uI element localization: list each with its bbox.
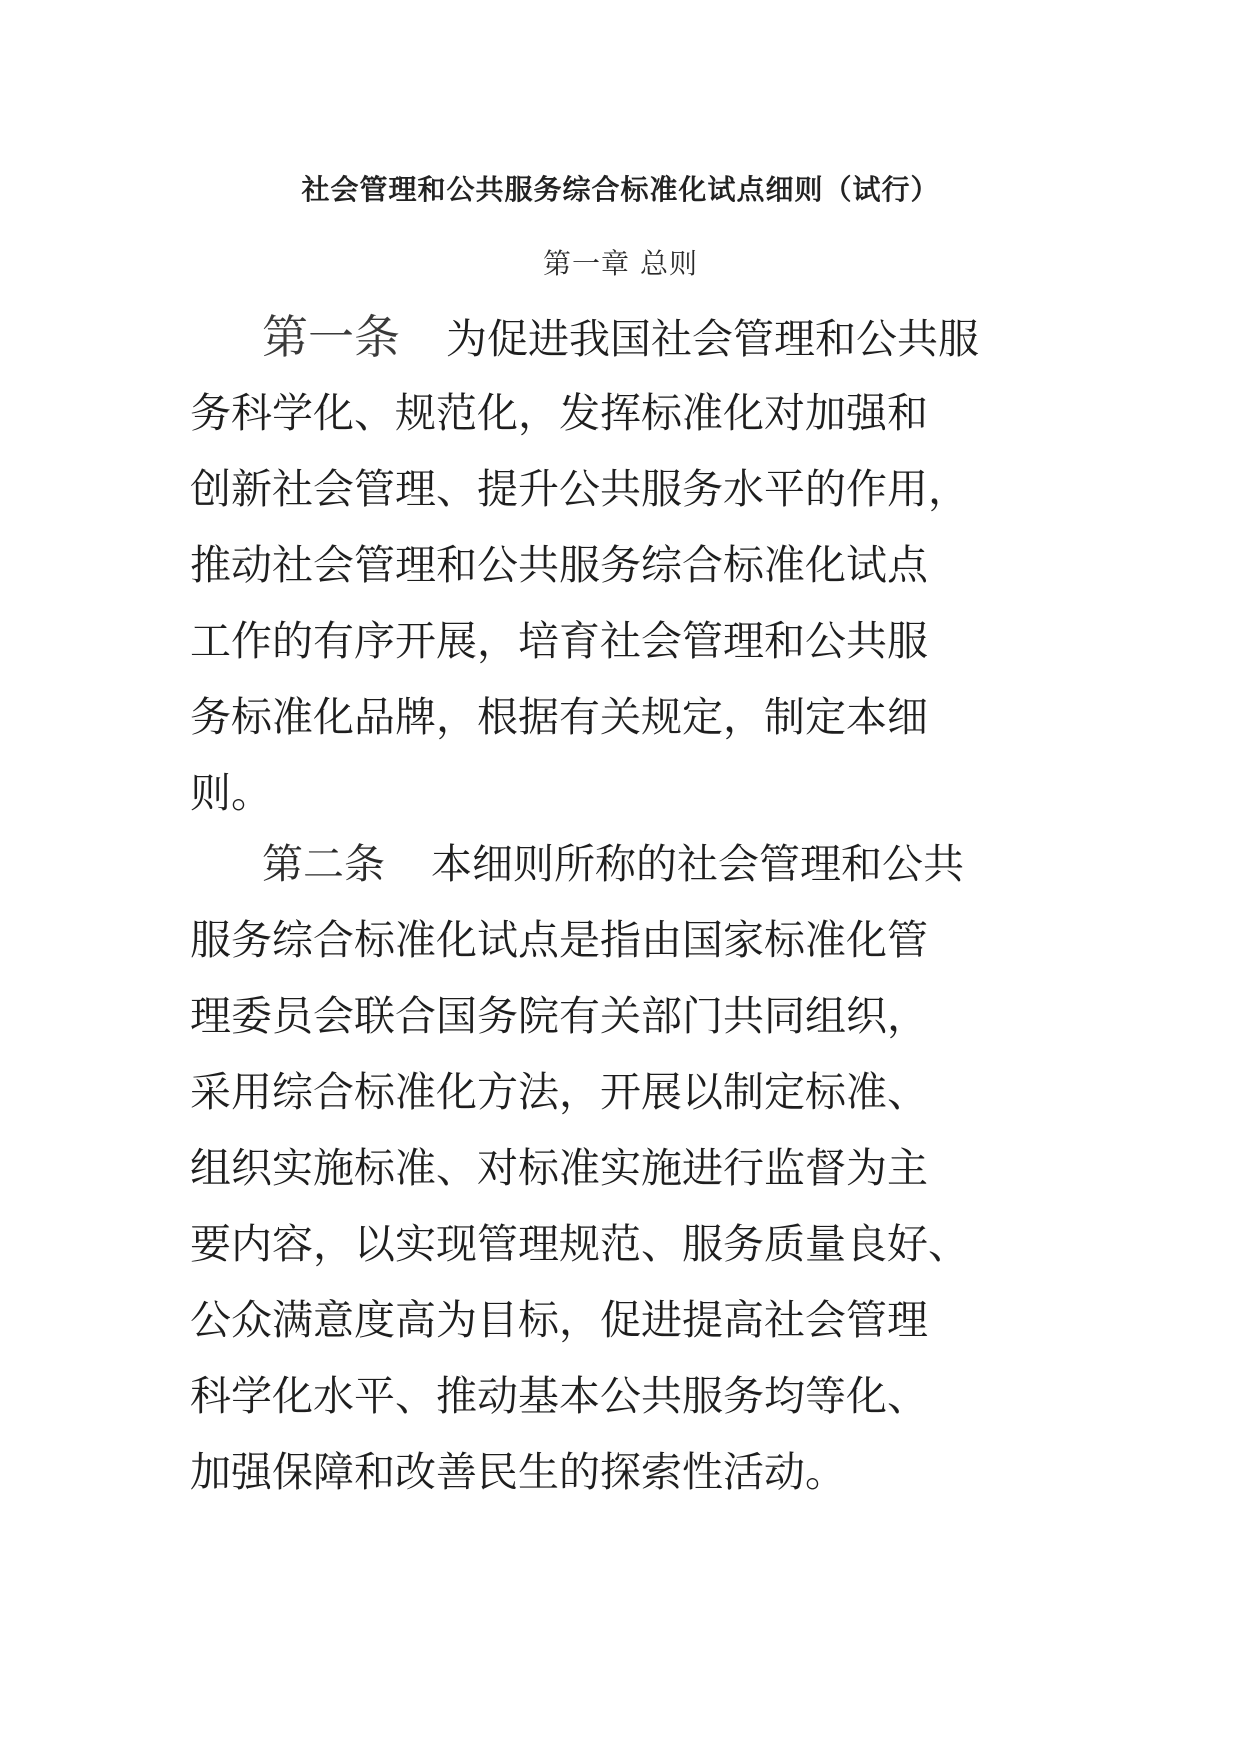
- article-line: 组织实施标准、对标准实施进行监督为主: [190, 1144, 928, 1192]
- article-text: 本细则所称的社会管理和公共: [431, 840, 964, 888]
- article-line: [190, 299, 1090, 375]
- article-line: 务标准化品牌，根据有关规定，制定本细: [190, 693, 928, 741]
- article-line: 务科学化、规范化，发挥标准化对加强和: [190, 389, 928, 437]
- article-line: 则。: [190, 769, 272, 817]
- article-line: 创新社会管理、提升公共服务水平的作用，: [190, 465, 969, 513]
- article-line: 推动社会管理和公共服务综合标准化试点: [190, 541, 928, 589]
- article-1: [190, 299, 1090, 831]
- article-line: 科学化水平、推动基本公共服务均等化、: [190, 1372, 928, 1420]
- article-line: 采用综合标准化方法，开展以制定标准、: [190, 1068, 928, 1116]
- article-line: 加强保障和改善民生的探索性活动。: [190, 1448, 846, 1496]
- article-line: 要内容，以实现管理规范、服务质量良好、: [190, 1220, 969, 1268]
- article-line: 工作的有序开展，培育社会管理和公共服: [190, 617, 928, 665]
- document-title: 社会管理和公共服务综合标准化试点细则（试行）: [301, 173, 940, 206]
- article-text: 为促进我国社会管理和公共服: [446, 315, 979, 363]
- chapter-heading: 第一章 总则: [543, 247, 698, 280]
- article-2: [190, 826, 1090, 1510]
- article-line: 理委员会联合国务院有关部门共同组织，: [190, 992, 928, 1040]
- article-number: 第一条: [262, 310, 400, 364]
- article-line: [190, 826, 1090, 902]
- article-line: 公众满意度高为目标，促进提高社会管理: [190, 1296, 928, 1344]
- article-number: 第二条: [262, 840, 385, 888]
- article-line: 服务综合标准化试点是指由国家标准化管: [190, 916, 928, 964]
